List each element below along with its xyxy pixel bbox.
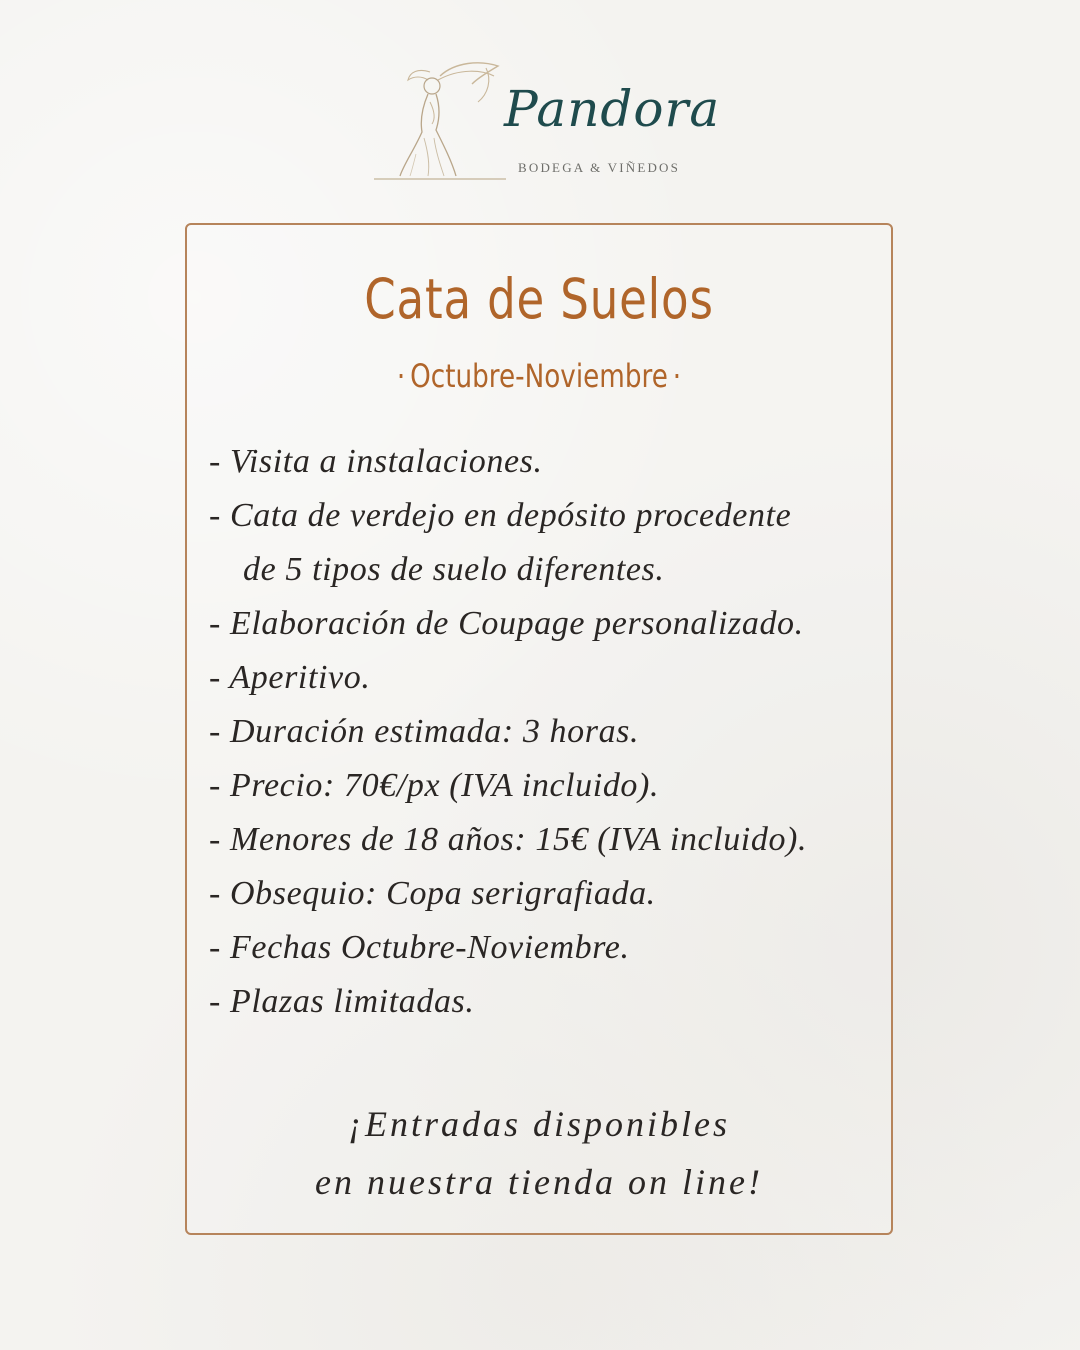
- feature-item-continuation: de 5 tipos de suelo diferentes.: [243, 551, 665, 588]
- feature-list: [209, 435, 899, 1029]
- separator-dot: ·: [396, 357, 406, 395]
- feature-item: - Aperitivo.: [209, 659, 371, 696]
- separator-dot: ·: [672, 357, 682, 395]
- brand-tagline: BODEGA & VIÑEDOS: [518, 160, 681, 175]
- feature-item: - Precio: 70€/px (IVA incluido).: [209, 767, 660, 804]
- brand-logo: [370, 58, 721, 188]
- tickets-callout-line-1: ¡Entradas disponibles: [347, 1104, 731, 1144]
- event-title: Cata de Suelos: [364, 267, 714, 331]
- feature-item: - Elaboración de Coupage personalizado.: [209, 605, 804, 642]
- brand-name: Pandora: [504, 80, 721, 138]
- tickets-callout-line-2: en nuestra tienda on line!: [315, 1162, 763, 1202]
- feature-item: - Duración estimada: 3 horas.: [209, 713, 640, 750]
- tickets-callout: [187, 1095, 891, 1211]
- event-dates-label: Octubre-Noviembre: [410, 357, 668, 395]
- feature-item: - Plazas limitadas.: [209, 983, 475, 1020]
- woman-with-flowing-hair-icon: [370, 58, 510, 183]
- feature-item: - Menores de 18 años: 15€ (IVA incluido).: [209, 821, 808, 858]
- feature-item: - Fechas Octubre-Noviembre.: [209, 929, 630, 966]
- event-card: [185, 223, 893, 1235]
- feature-item: - Visita a instalaciones.: [209, 443, 543, 480]
- feature-item: - Cata de verdejo en depósito procedente: [209, 497, 792, 534]
- feature-item: - Obsequio: Copa serigrafiada.: [209, 875, 656, 912]
- event-dates: [250, 357, 827, 395]
